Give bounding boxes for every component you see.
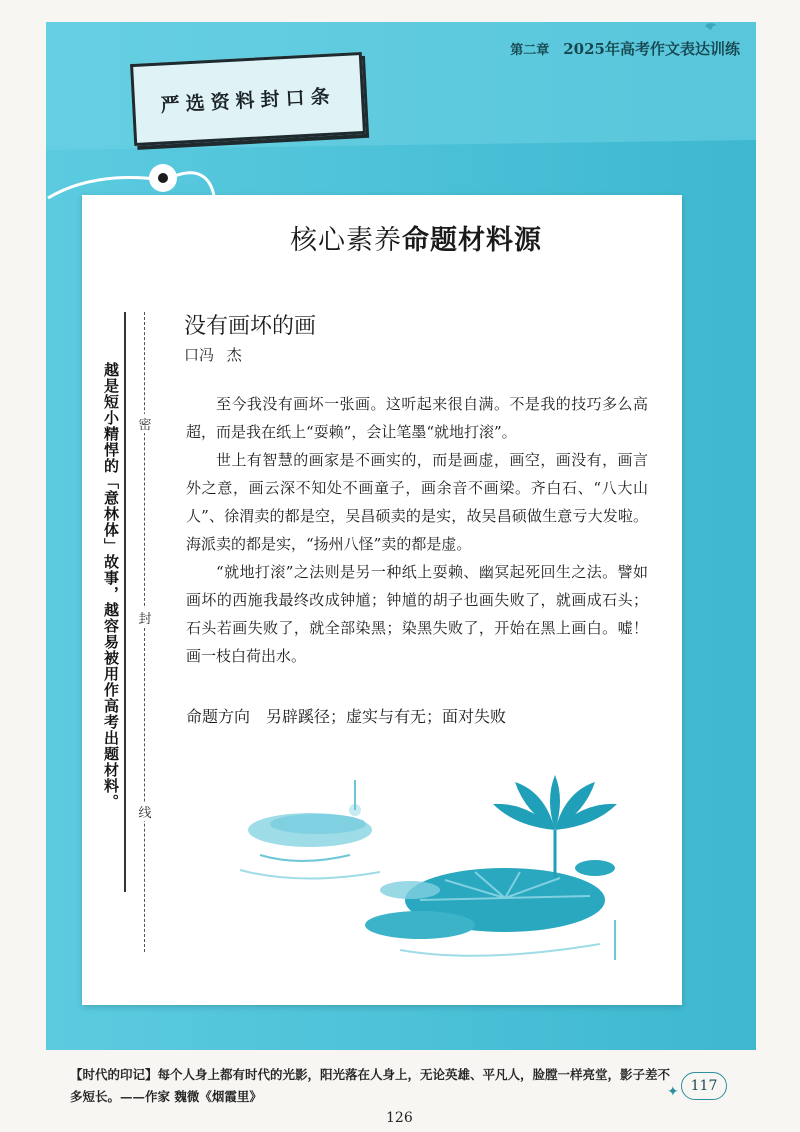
page-number-left: 126: [386, 1110, 413, 1126]
section-title-part2: 命题材料源: [402, 225, 542, 256]
paragraph-2: 世上有智慧的画家是不画实的，而是画虚，画空，画没有，画言外之意，画云深不知处不画童子，画余音不画梁。齐白石、“八大山人”、徐渭卖的都是空，吴昌硕卖的是实，故吴昌硕做生意亏大发啦。海派卖的都是实，“扬州八怪”卖的都是虚。: [186, 451, 648, 553]
seal-char-mi: 密: [136, 414, 154, 433]
material-tag-label: 严选资料封口条: [160, 84, 337, 117]
topic-text: 另辟蹊径；虚实与有无；面对失败: [266, 707, 507, 726]
footer-quote: 【时代的印记】每个人身上都有时代的光影，阳光落在人身上，无论英雄、平凡人，脸膛一样亮堂，影子差不多短长。——作家 魏微《烟霞里》: [70, 1067, 671, 1104]
side-rule: [124, 312, 126, 892]
topic-direction: [186, 704, 506, 727]
seal-char-feng: 封: [136, 608, 154, 627]
article-title: 没有画坏的画: [184, 314, 317, 339]
author-name: 冯 杰: [199, 346, 242, 364]
material-tag: [130, 52, 366, 146]
seal-char-xian: 线: [136, 802, 154, 821]
side-note: 越是短小精悍的「意林体」故事，越容易被用作高考出题材料。: [102, 362, 120, 810]
lotus-flower-icon: [493, 775, 617, 830]
sparkle-icon: ✦: [667, 1084, 679, 1100]
paragraph-3: “就地打滚”之法则是另一种纸上耍赖、幽冥起死回生之法。譬如画坏的西施我最终改成钟馗；钟馗的胡子也画失败了，就画成石头；石头若画失败了，就全部染黑；染黑失败了，开始在黑上画白。嘘！画一枝白荷出水。: [186, 563, 648, 665]
chapter-label: 第二章: [510, 43, 550, 58]
article-author: [184, 344, 242, 365]
lotus-pond-illustration: [220, 760, 640, 970]
series-title: 2025年高考作文表达训练: [563, 40, 740, 58]
section-title: [290, 218, 542, 257]
paragraph-1: 至今我没有画坏一张画。这听起来很自满。不是我的技巧多么高超，而是我在纸上“耍赖”，会让笔墨“就地打滚”。: [186, 395, 648, 441]
topic-label: 命题方向: [186, 707, 251, 726]
article-body: [186, 390, 648, 670]
author-box-icon: 口: [184, 346, 200, 364]
seal-dashed-line: [144, 312, 145, 952]
section-title-part1: 核心素养: [290, 225, 402, 256]
page-number-right: 117: [681, 1072, 727, 1100]
running-header: [510, 38, 740, 59]
